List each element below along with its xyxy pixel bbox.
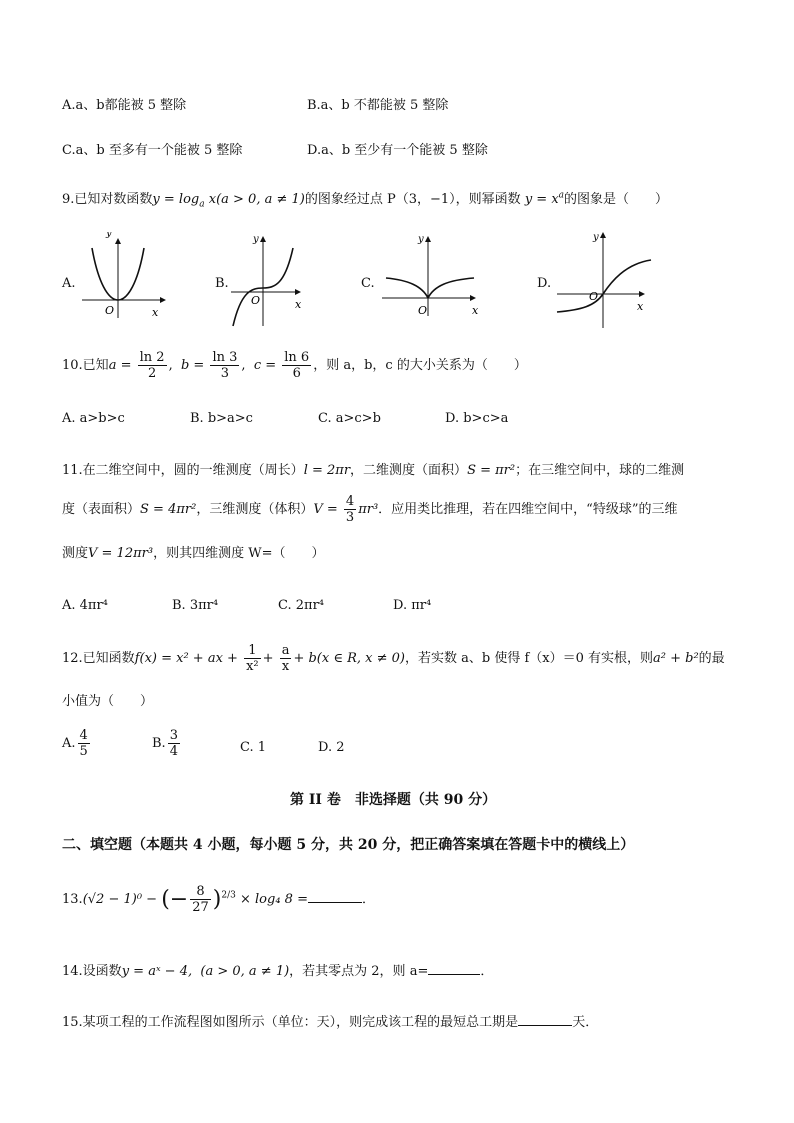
q11-option-c: C. 2πr⁴ [278,598,324,613]
q12-term2-fraction: $\frac{a}{x}$ [281,643,290,674]
q11-option-d: D. πr⁴ [393,598,432,613]
section-title: 第 II 卷 非选择题（共 90 分） [290,792,497,808]
origin-label: O [418,304,428,317]
q14-stem: 14.设函数y = aˣ − 4, (a > 0, a ≠ 1)，若其零点为 2，则 a= ． [62,964,494,979]
q9-log-formula: y = log [152,192,200,207]
q14-answer-blank[interactable] [428,962,480,975]
q9-graph-label-a: A. [62,276,76,291]
x-axis-label: x [152,306,159,319]
q13-fraction: $\frac{8}{27}$ [192,884,209,915]
q12-line-2: 小值为（ ） [62,694,154,709]
q9-graph-label-d: D. [537,276,552,291]
q9-middle: 的图象经过点 P（3，−1），则幂函数 [304,192,521,207]
q12-function: f(x) = x² + ax + [134,651,238,666]
q9-stem: 9.已知对数函数$y = \log_a x(a > 0$, a ≠ 1)的图象经过点 P（3，−1），则幂函数 $y = x^a$的图象是（ ） [62,190,669,210]
x-axis-label: x [295,298,302,311]
y-axis-label: y [106,232,112,239]
q9-log-condition: x(a > 0, a ≠ 1) [208,192,305,207]
q14-function: y = aˣ − 4, [121,964,193,979]
q11-line-1: 11.在二维空间中，圆的一维测度（周长）l = 2πr，二维测度（面积）S = πr²；在三维空间中，球的二维测 [62,463,685,478]
q9-prefix: 9.已知对数函数 [62,192,153,207]
q11-option-b: B. 3πr⁴ [172,598,219,613]
q9-graph-label-c: C. [361,276,375,291]
q12-option-a: A. $\frac{4}{5}$ [62,728,88,759]
y-axis-arrow [600,232,606,238]
q12-stem: 12.已知函数f(x) = x² + ax + $\frac{1}{\text{x²}}$ + $\frac{a}{x}$ + b(x ∈ R, x ≠ 0)，若实数 a、b 使得 f（x）＝0 有实根，则a² + b²的最 [62,643,725,674]
q13-exponent: 2/3 [221,890,236,901]
q12-term1-fraction: $\frac{1}{\text{x²}}$ [246,643,259,674]
q8-option-a: A.a、b都能被 5 整除 [62,98,187,113]
q8-option-c: C.a、b 至多有一个能被 5 整除 [62,143,243,158]
q10-option-d: D. b>c>a [445,411,509,426]
q10-suffix: ，则 a，b，c 的大小关系为（ ） [313,358,527,373]
y-axis-arrow [115,238,121,244]
q10-a-fraction: $\frac{\ln 2}{2}$ [139,350,165,381]
q10-prefix: 10.已知 [62,358,109,373]
y-axis-label: y [253,234,259,245]
q11-surface-area: S = 4πr² [140,502,197,517]
q9-graph-c [378,232,488,318]
q11-area: S = πr² [467,463,516,478]
q15-stem: 15.某项工程的工作流程图如图所示（单位：天），则完成该工程的最短总工期是 天． [62,1015,599,1030]
x-axis-arrow [295,289,301,295]
curve [386,278,474,298]
y-axis-arrow [260,236,266,242]
q9-graph-label-b: B. [215,276,229,291]
q12-option-d: D. 2 [318,740,345,755]
q12-option-b: B. $\frac{3}{4}$ [152,728,178,759]
q10-b-fraction: $\frac{\ln 3}{3}$ [212,350,238,381]
q11-circumference: l = 2πr [303,463,351,478]
origin-label: O [251,294,261,307]
q15-answer-blank[interactable] [518,1013,572,1026]
q12-option-c: C. 1 [240,740,267,755]
x-axis-arrow [470,295,476,301]
q10-stem: 10.已知a = $\frac{\ln 2}{2}$ , b = $\frac{\ln 3}{3}$ , c = $\frac{\ln 6}{6}$ ，则 a，b，c 的大小关系为（ ） [62,350,527,381]
q10-c-fraction: $\frac{\ln 6}{6}$ [284,350,310,381]
q11-line-2: 度（表面积）S = 4πr²，三维测度（体积）V = $\frac{4}{3}$ πr³．应用类比推理，若在四维空间中，“特级球”的三维 [62,494,678,525]
q13-answer-blank[interactable] [308,890,362,903]
q10-option-a: A. a>b>c [62,411,125,426]
q10-option-c: C. a>c>b [318,411,381,426]
y-axis-label: y [418,234,424,245]
q11-option-a: A. 4πr⁴ [62,598,108,613]
origin-label: O [589,290,599,303]
x-axis-label: x [637,300,644,313]
y-axis-arrow [425,236,431,242]
section-heading: 二、填空题（本题共 4 小题，每小题 5 分，共 20 分，把正确答案填在答题卡中的横线上） [62,837,635,853]
q8-option-b: B.a、b 不都能被 5 整除 [307,98,449,113]
x-axis-arrow [160,297,166,303]
q9-power-function: y = x [524,192,559,207]
q11-volume-fraction: $\frac{4}{3}$ [345,494,355,525]
q13-stem: 13.(√2 − 1)⁰ − (− $\frac{8}{27}$ )$^{2/3}$ × log₄ 8 = ． [62,884,375,915]
q9-graph-b [227,232,309,328]
q11-3d-measure: V = 12πr³ [88,546,154,561]
q10-option-b: B. b>a>c [190,411,253,426]
q9-graph-d [555,228,657,332]
x-axis-arrow [639,291,645,297]
origin-label: O [105,304,115,317]
q9-suffix: 的图象是（ ） [564,192,669,207]
y-axis-label: y [593,232,599,243]
q8-option-d: D.a、b 至少有一个能被 5 整除 [307,143,488,158]
x-axis-label: x [472,304,479,317]
q11-line-3: 测度V = 12πr³，则其四维测度 W=（ ） [62,546,325,561]
q9-graph-a [78,232,168,322]
